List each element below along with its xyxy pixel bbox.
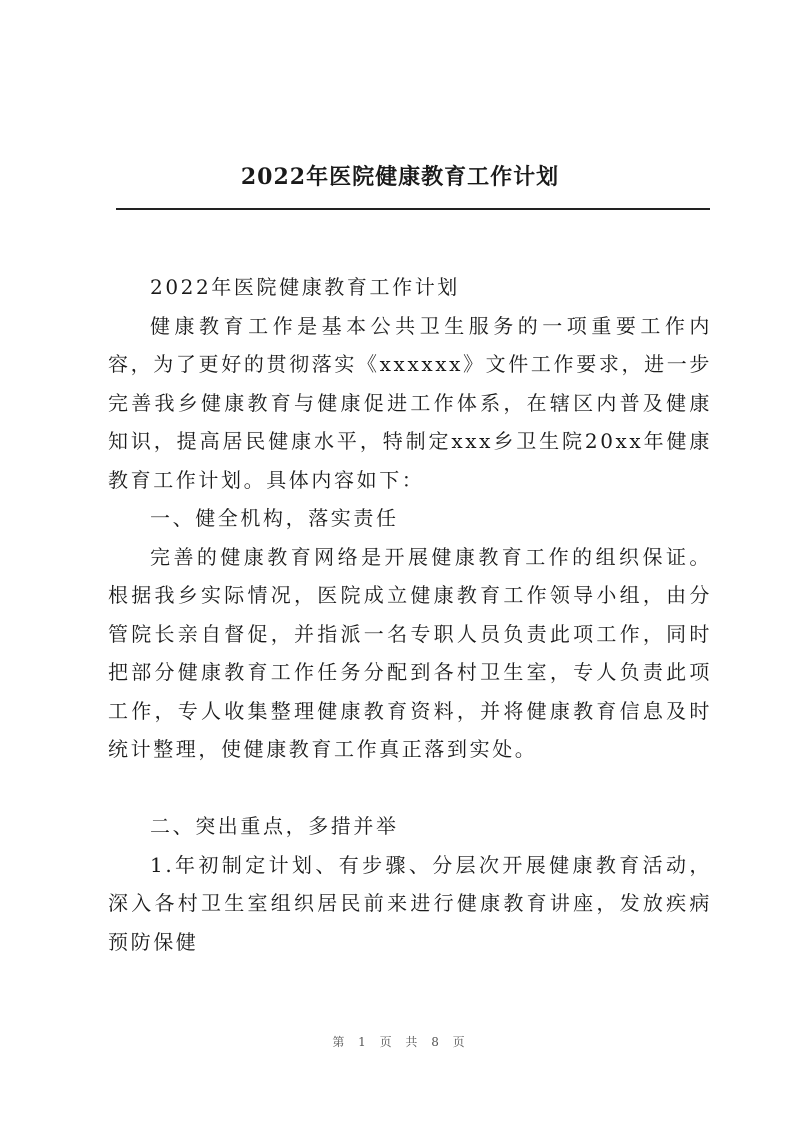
title-divider	[116, 208, 710, 210]
section-heading-2: 二、突出重点，多措并举	[150, 814, 399, 838]
body-heading: 2022年医院健康教育工作计划	[150, 275, 460, 299]
page-title: 2022年医院健康教育工作计划	[240, 164, 560, 190]
page-number-footer: 第 1 页 共 8 页	[332, 1035, 468, 1049]
section-2-paragraph: 1.年初制定计划、有步骤、分层次开展健康教育活动，深入各村卫生室组织居民前来进行健康教育讲座，发放疾病预防保健	[108, 852, 712, 954]
intro-paragraph: 健康教育工作是基本公共卫生服务的一项重要工作内容，为了更好的贯彻落实《xxxxxx》文件工作要求，进一步完善我乡健康教育与健康促进工作体系，在辖区内普及健康知识，提高居民健康水平，特制定xxx乡卫生院20xx年健康教育工作计划。具体内容如下：	[108, 313, 712, 492]
section-heading-1: 一、健全机构，落实责任	[150, 506, 399, 530]
document-body	[108, 268, 712, 961]
section-1-paragraph: 完善的健康教育网络是开展健康教育工作的组织保证。根据我乡实际情况，医院成立健康教育工作领导小组，由分管院长亲自督促，并指派一名专职人员负责此项工作，同时把部分健康教育工作任务分配到各村卫生室，专人负责此项工作，专人收集整理健康教育资料，并将健康教育信息及时统计整理，使健康教育工作真正落到实处。	[108, 544, 712, 761]
